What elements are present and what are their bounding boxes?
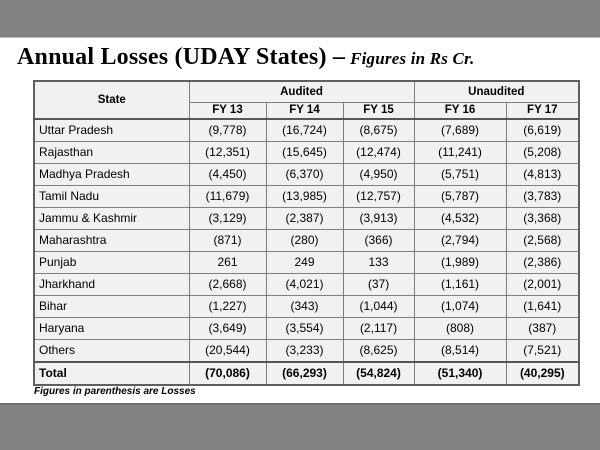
value-cell: (5,787) <box>414 186 506 208</box>
value-cell: (4,021) <box>266 274 343 296</box>
table-row <box>34 230 579 252</box>
value-cell: (3,554) <box>266 318 343 340</box>
title-subtitle: Figures in Rs Cr. <box>350 49 475 68</box>
value-cell: (15,645) <box>266 142 343 164</box>
value-cell: (51,340) <box>414 362 506 385</box>
column-header-fy17: FY 17 <box>506 103 579 120</box>
value-cell: (366) <box>343 230 414 252</box>
value-cell: (11,679) <box>189 186 266 208</box>
value-cell: (16,724) <box>266 119 343 142</box>
table-body <box>34 119 579 385</box>
value-cell: (6,619) <box>506 119 579 142</box>
value-cell: (6,370) <box>266 164 343 186</box>
table-row <box>34 119 579 142</box>
table-row <box>34 208 579 230</box>
value-cell: (13,985) <box>266 186 343 208</box>
value-cell: (2,668) <box>189 274 266 296</box>
column-header-fy15: FY 15 <box>343 103 414 120</box>
value-cell: (12,757) <box>343 186 414 208</box>
value-cell: (871) <box>189 230 266 252</box>
value-cell: (3,913) <box>343 208 414 230</box>
state-cell: Others <box>34 340 189 363</box>
value-cell: (40,295) <box>506 362 579 385</box>
value-cell: (3,649) <box>189 318 266 340</box>
value-cell: (12,474) <box>343 142 414 164</box>
value-cell: (1,227) <box>189 296 266 318</box>
value-cell: (8,625) <box>343 340 414 363</box>
column-header-state: State <box>34 81 189 119</box>
state-cell: Tamil Nadu <box>34 186 189 208</box>
value-cell: (2,794) <box>414 230 506 252</box>
state-cell: Jammu & Kashmir <box>34 208 189 230</box>
value-cell: (280) <box>266 230 343 252</box>
value-cell: (4,450) <box>189 164 266 186</box>
value-cell: (2,001) <box>506 274 579 296</box>
table-row <box>34 186 579 208</box>
value-cell: (8,514) <box>414 340 506 363</box>
value-cell: (808) <box>414 318 506 340</box>
value-cell: (9,778) <box>189 119 266 142</box>
state-cell: Total <box>34 362 189 385</box>
value-cell: (11,241) <box>414 142 506 164</box>
value-cell: (5,208) <box>506 142 579 164</box>
value-cell: (2,117) <box>343 318 414 340</box>
value-cell: (7,689) <box>414 119 506 142</box>
table-row <box>34 340 579 363</box>
value-cell: (20,544) <box>189 340 266 363</box>
value-cell: (343) <box>266 296 343 318</box>
group-header-audited: Audited <box>189 81 414 103</box>
value-cell: (2,568) <box>506 230 579 252</box>
value-cell: (1,989) <box>414 252 506 274</box>
value-cell: (3,368) <box>506 208 579 230</box>
value-cell: (1,641) <box>506 296 579 318</box>
value-cell: (2,386) <box>506 252 579 274</box>
group-header-unaudited: Unaudited <box>414 81 579 103</box>
value-cell: (3,129) <box>189 208 266 230</box>
top-bar <box>0 0 600 38</box>
value-cell: (1,044) <box>343 296 414 318</box>
state-cell: Uttar Pradesh <box>34 119 189 142</box>
value-cell: (66,293) <box>266 362 343 385</box>
column-header-fy14: FY 14 <box>266 103 343 120</box>
value-cell: (1,074) <box>414 296 506 318</box>
value-cell: 133 <box>343 252 414 274</box>
table-row <box>34 252 579 274</box>
value-cell: (7,521) <box>506 340 579 363</box>
value-cell: (12,351) <box>189 142 266 164</box>
value-cell: (4,813) <box>506 164 579 186</box>
value-cell: (4,950) <box>343 164 414 186</box>
value-cell: (3,783) <box>506 186 579 208</box>
value-cell: (387) <box>506 318 579 340</box>
value-cell: (37) <box>343 274 414 296</box>
state-cell: Haryana <box>34 318 189 340</box>
state-cell: Jharkhand <box>34 274 189 296</box>
value-cell: 261 <box>189 252 266 274</box>
state-cell: Rajasthan <box>34 142 189 164</box>
column-header-fy16: FY 16 <box>414 103 506 120</box>
state-cell: Maharashtra <box>34 230 189 252</box>
value-cell: (1,161) <box>414 274 506 296</box>
page-title <box>17 44 474 71</box>
table-header <box>34 81 579 119</box>
total-row <box>34 362 579 385</box>
state-cell: Bihar <box>34 296 189 318</box>
state-cell: Punjab <box>34 252 189 274</box>
value-cell: (54,824) <box>343 362 414 385</box>
bottom-bar <box>0 403 600 450</box>
footnote: Figures in parenthesis are Losses <box>34 386 196 397</box>
value-cell: (4,532) <box>414 208 506 230</box>
table-row <box>34 296 579 318</box>
value-cell: (2,387) <box>266 208 343 230</box>
value-cell: (5,751) <box>414 164 506 186</box>
column-header-fy13: FY 13 <box>189 103 266 120</box>
table-row <box>34 142 579 164</box>
value-cell: (8,675) <box>343 119 414 142</box>
value-cell: 249 <box>266 252 343 274</box>
group-header-row <box>34 81 579 103</box>
losses-table <box>33 80 580 386</box>
title-main: Annual Losses (UDAY States) – <box>17 44 346 70</box>
table-row <box>34 274 579 296</box>
table-row <box>34 318 579 340</box>
state-cell: Madhya Pradesh <box>34 164 189 186</box>
table-row <box>34 164 579 186</box>
value-cell: (70,086) <box>189 362 266 385</box>
value-cell: (3,233) <box>266 340 343 363</box>
